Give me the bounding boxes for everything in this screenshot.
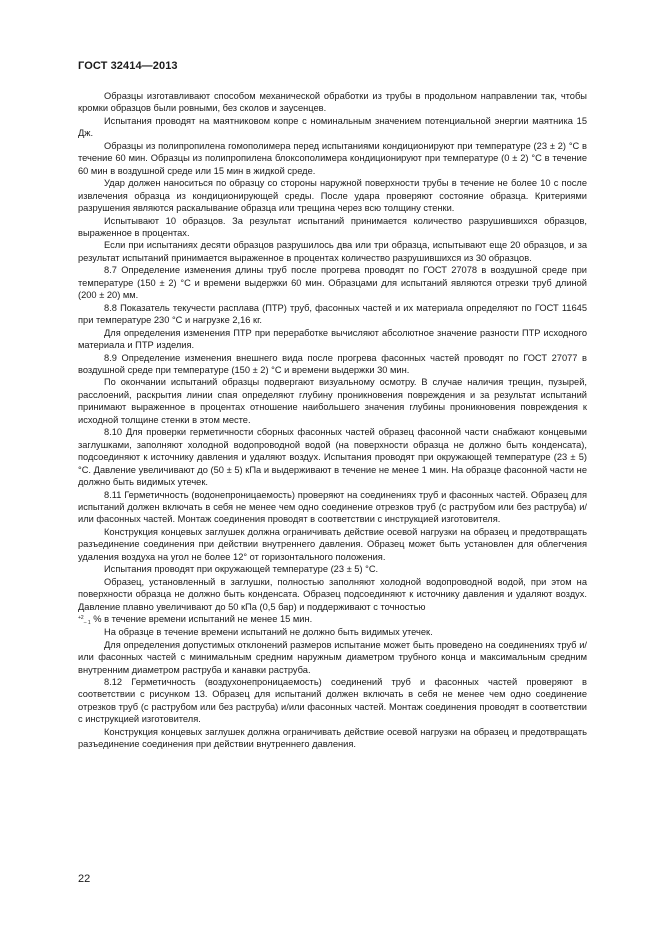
paragraph: Если при испытаниях десяти образцов разрушилось два или три образца, испытывают еще 20 образцов, и за результат испытаний принимается выраженное в процентах количество разрушившихся из 30 образцов. (78, 240, 587, 263)
paragraph-text: Образец, установленный в заглушки, полностью заполняют холодной водопроводной водой, при этом на поверхности образца не должно быть конденсата. Образец подсоединяют к источнику давления и удаляют воздух. Давление плавно увеличивают до 50 кПа (0,5 бар) и поддерживают с точностью (78, 576, 587, 612)
paragraph-8-7: 8.7 Определение изменения длины труб после прогрева проводят по ГОСТ 27078 в воздушной среде при температуре (150 ± 2) °С и времени выдержки 60 мин. Образцами для испытаний являются отрезки труб длиной (200 ± 20) мм. (78, 265, 587, 301)
tolerance-upper: $^{+2}_{- 1}$ (78, 615, 91, 627)
paragraph: Образцы изготавливают способом механической обработки из трубы в продольном направлении так, чтобы кромки образцов были ровными, без сколов и заусенцев. (78, 91, 587, 114)
tolerance-line (78, 613, 587, 626)
paragraph: По окончании испытаний образцы подвергают визуальному осмотру. В случае наличия трещин, пузырей, расслоений, раскрытия линии спая определяют глубину проникновения повреждения и за результат испытаний принимают выраженное в процентах отношение наибольшего значения глубины проникновения повреждения к исходной толщине стенки в этом месте. (78, 377, 587, 425)
paragraph-8-8: 8.8 Показатель текучести расплава (ПТР) труб, фасонных частей и их материала определяют по ГОСТ 11645 при температуре 230 °С и нагрузке 2,16 кг. (78, 302, 587, 326)
paragraph: Конструкция концевых заглушек должна ограничивать действие осевой нагрузки на образец и предотвращать разъединение соединения при действии внутреннего давления. Образец может быть установлен для облегчения удаления воздуха на угол не более 12° от горизонтального положения. (78, 526, 587, 562)
paragraph: Испытания проводят при окружающей температуре (23 ± 5) °С. (104, 564, 379, 575)
paragraph: Испытания проводят на маятниковом копре с номинальным значением потенциальной энергии маятника 15 Дж. (78, 115, 587, 139)
paragraph-8-11: 8.11 Герметичность (водонепроницаемость) проверяют на соединениях труб и фасонных частей. Образец для испытаний должен включать в себя не менее чем одно соединение отрезков труб (с раструбом или без раструба) и/или фасонных частей. Монтаж соединения проводят в соответствии с инструкцией изготовителя. (78, 489, 587, 525)
paragraph: Для определения допустимых отклонений размеров испытание может быть проведено на соединениях труб и/или фасонных частей с минимальным средним наружным диаметром трубного конца и максимальным средним внутренним диаметром раструба и канавки раструба. (78, 639, 587, 675)
paragraph (78, 576, 587, 613)
paragraph: Испытывают 10 образцов. За результат испытаний принимается количество разрушившихся образцов, выраженное в процентах. (78, 215, 587, 238)
document-body (78, 90, 587, 751)
paragraph-8-12: 8.12 Герметичность (воздухонепроницаемость) соединений труб и фасонных частей проверяют в соответствии с рисунком 13. Образец для испытаний должен включать в себя не менее чем одно соединение отрезков труб (с раструбом или без раструба) и/или фасонных частей. Монтаж соединения проводят в соответствии с инструкцией изготовителя. (78, 677, 587, 725)
paragraph-8-10: 8.10 Для проверки герметичности сборных фасонных частей образец фасонной части снабжают концевыми заглушками, заполняют холодной водопроводной водой (на поверхности образца не должно быть конденсата), подсоединяют к источнику давления и удаляют воздух. Испытания проводят при окружающей температуре (23 ± 5) °С. Давление увеличивают до (50 ± 5) кПа и выдерживают в течение не менее 1 мин. На образце фасонной части не должно быть видимых утечек. (78, 427, 587, 488)
paragraph: Для определения изменения ПТР при переработке вычисляют абсолютное значение разности ПТР исходного материала и ПТР изделия. (78, 327, 587, 351)
paragraph: На образце в течение времени испытаний не должно быть видимых утечек. (104, 627, 433, 638)
paragraph: Образцы из полипропилена гомополимера перед испытаниями кондиционируют при температуре (23 ± 2) °С в течение 60 мин. Образцы из полипропилена блоксополимера кондиционируют при температуре (0 ± 2) °С в течение 60 мин в воздушной среде или 15 мин в жидкой среде. (78, 140, 587, 176)
paragraph-text: % в течение времени испытаний не менее 15 мин. (93, 614, 313, 625)
paragraph: Конструкция концевых заглушек должна ограничивать действие осевой нагрузки на образец и предотвращать разъединение соединения при действии внутреннего давления. (78, 726, 587, 750)
paragraph-8-9: 8.9 Определение изменения внешнего вида после прогрева фасонных частей проводят по ГОСТ 27077 в воздушной среде при температуре (150 ± 2) °С и времени выдержки 30 мин. (78, 352, 587, 375)
page-number: 22 (78, 873, 91, 885)
paragraph: Удар должен наноситься по образцу со стороны наружной поверхности трубы в течение не более 10 с после извлечения образца из кондиционирующей среды. После удара проверяют состояние образца. Критериями разрушения являются раскалывание образца или трещина через всю толщину стенки. (78, 178, 587, 214)
document-header: ГОСТ 32414—2013 (78, 60, 178, 72)
